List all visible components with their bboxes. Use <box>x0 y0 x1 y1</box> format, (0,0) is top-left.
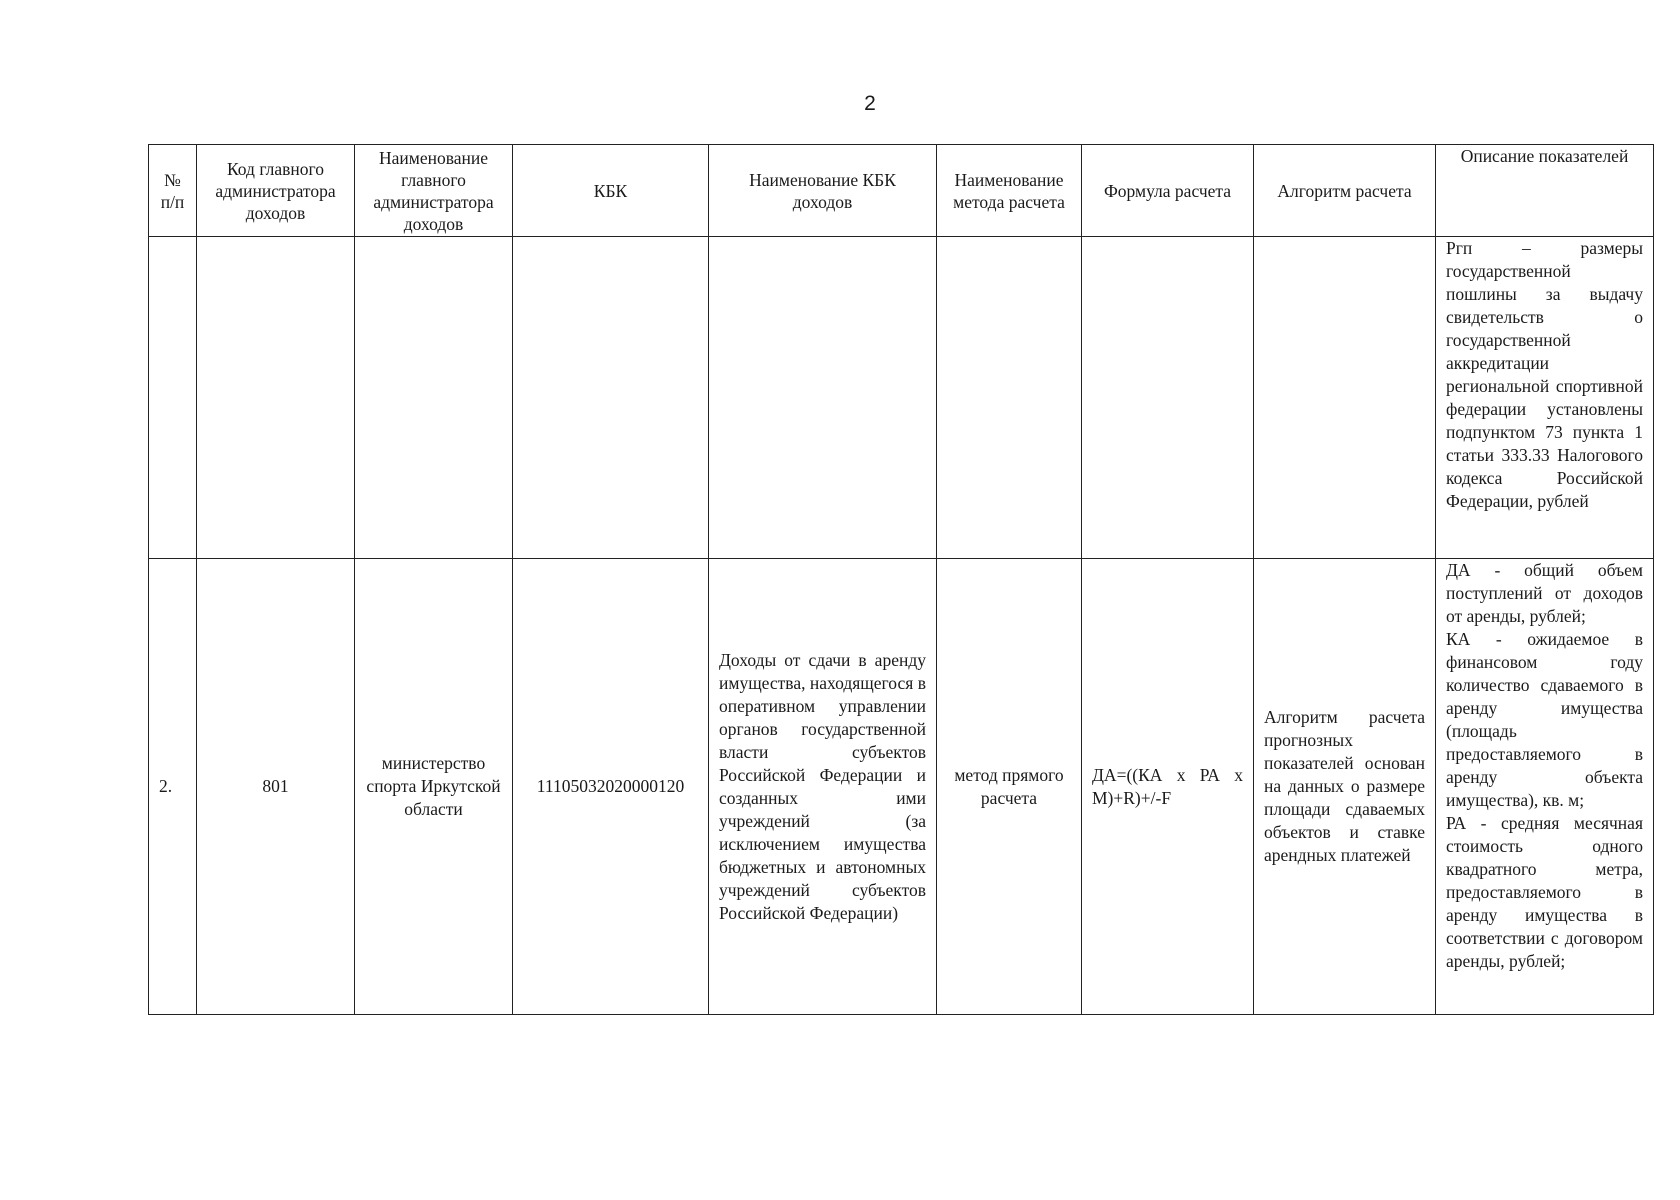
description-item-ra: РА - средняя месячная стоимость одного квадратного метра, предоставляемого в аренду имущества в соответствии с договором аренды, рублей; <box>1446 813 1643 971</box>
cell-description <box>1436 559 1654 1015</box>
cell-empty <box>709 237 937 559</box>
cell-formula: ДА=((КА х РА х М)+R)+/-F <box>1082 559 1254 1015</box>
cell-kbk-name: Доходы от сдачи в аренду имущества, находящегося в оперативном управлении органов государственной власти субъектов Российской Федерации и созданных ими учреждений (за исключением имущества бюджетных и автономных учреждений субъектов Российской Федерации) <box>709 559 937 1015</box>
cell-empty <box>937 237 1082 559</box>
header-formula: Формула расчета <box>1082 145 1254 237</box>
page-number: 2 <box>864 92 876 115</box>
header-method: Наименование метода расчета <box>937 145 1082 237</box>
cell-description-continuation: Ргп – размеры государственной пошлины за выдачу свидетельств о государственной аккредитации региональной спортивной федерации установлены подпунктом 73 пункта 1 статьи 333.33 Налогового кодекса Российской Федерации, рублей <box>1436 237 1654 559</box>
header-num: № п/п <box>149 145 197 237</box>
cell-empty <box>513 237 709 559</box>
cell-num: 2. <box>149 559 197 1015</box>
cell-empty <box>197 237 355 559</box>
table-row-continuation <box>149 237 1654 559</box>
cell-method: метод прямого расчета <box>937 559 1082 1015</box>
cell-empty <box>149 237 197 559</box>
revenue-table <box>148 144 1654 1015</box>
header-algorithm: Алгоритм расчета <box>1254 145 1436 237</box>
description-item-da: ДА - общий объем поступлений от доходов от аренды, рублей; <box>1446 560 1643 626</box>
header-kbk-name: Наименование КБК доходов <box>709 145 937 237</box>
header-row <box>149 145 1654 237</box>
description-item-ka: КА - ожидаемое в финансовом году количество сдаваемого в аренду имущества (площадь предоставляемого в аренду объекта имущества), кв. м; <box>1446 629 1643 810</box>
header-description: Описание показателей <box>1436 145 1654 237</box>
cell-empty <box>355 237 513 559</box>
table-row-2 <box>149 559 1654 1015</box>
cell-algorithm: Алгоритм расчета прогнозных показателей основан на данных о размере площади сдаваемых объектов и ставке арендных платежей <box>1254 559 1436 1015</box>
cell-empty <box>1254 237 1436 559</box>
header-admin-name: Наименование главного администратора доходов <box>355 145 513 237</box>
header-admin-code: Код главного администратора доходов <box>197 145 355 237</box>
cell-admin-code: 801 <box>197 559 355 1015</box>
cell-empty <box>1082 237 1254 559</box>
header-kbk: КБК <box>513 145 709 237</box>
cell-kbk: 11105032020000120 <box>513 559 709 1015</box>
cell-admin-name: министерство спорта Иркутской области <box>355 559 513 1015</box>
